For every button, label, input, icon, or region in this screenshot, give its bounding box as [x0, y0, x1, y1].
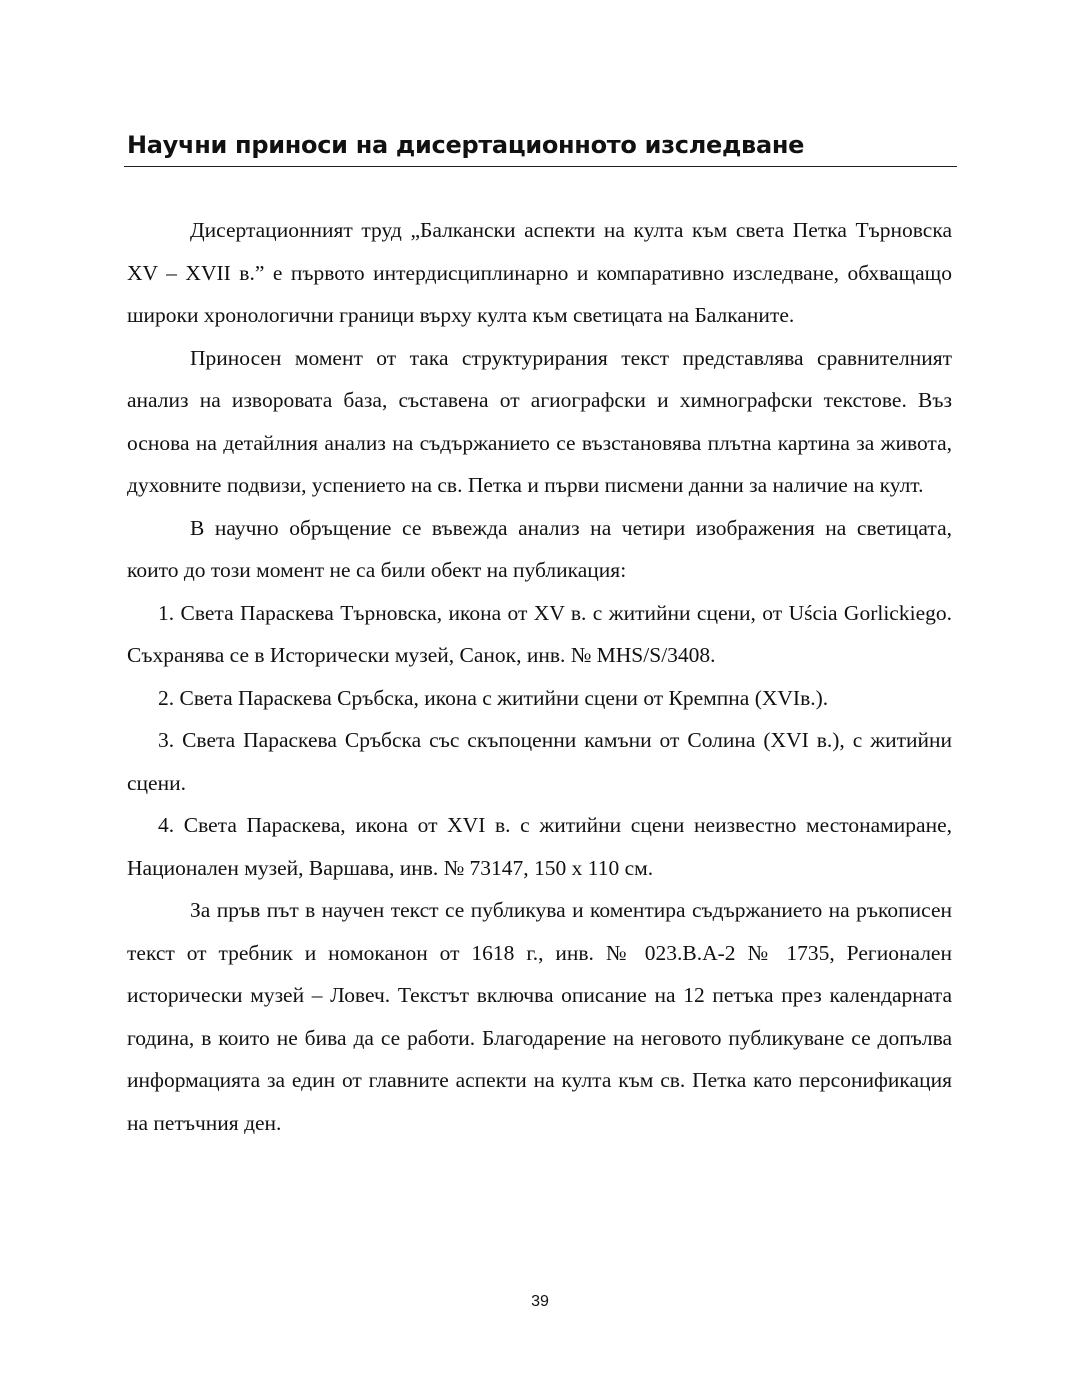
paragraph-intro: Дисертационният труд „Балкански аспекти на култа към света Петка Търновска XV – XVII в.” е първото интердисциплинарно и компаративно изследване, обхващащо широки хронологични граници върху култа към светицата на Балканите. — [127, 218, 952, 327]
list-item-icon-2: 2. Света Параскева Сръбска, икона с житийни сцени от Кремпна (XVIв.). — [158, 685, 829, 710]
list-item-icon-3: 3. Света Параскева Сръбска със скъпоценни камъни от Солина (XVI в.), с житийни сцени. — [127, 728, 952, 795]
paragraph-sources: Приносен момент от така структурирания текст представлява сравнителният анализ на изворовата база, съставена от агиографски и химнографски текстове. Въз основа на детайлния анализ на съдържанието се възстановява плътна картина за живота, духовните подвизи, успението на св. Петка и първи писмени данни за наличие на култ. — [127, 345, 952, 497]
list-item-icon-1: 1. Света Параскева Търновска, икона от XV в. с житийни сцени, от Uścia Gorlickiego. Съхранява се в Исторически музей, Санок, инв. № MHS/S/3408. — [127, 600, 952, 667]
paragraph-images-intro: В научно обръщение се въвежда анализ на четири изображения на светицата, които до този момент не са били обект на публикация: — [127, 515, 952, 582]
section-heading: Научни приноси на дисертационното изследване — [127, 131, 805, 159]
list-item-icon-4: 4. Света Параскева, икона от XVI в. с житийни сцени неизвестно местонамиране, Национален музей, Варшава, инв. № 73147, 150 х 110 см. — [127, 813, 952, 880]
paragraph-manuscript: За пръв път в научен текст се публикува и коментира съдържанието на ръкописен текст от требник и номоканон от 1618 г., инв. № 023.В.А-2 № 1735, Регионален исторически музей – Ловеч. Текстът включва описание на 12 петъка през календарната година, в които не бива да се работи. Благодарение на неговото публикуване се допълва информацията за един от главните аспекти на култа към св. Петка като персонификация на петъчния ден. — [127, 898, 952, 1135]
document-body — [127, 209, 952, 1144]
heading-underline — [124, 166, 957, 167]
page-number: 39 — [531, 1293, 549, 1310]
